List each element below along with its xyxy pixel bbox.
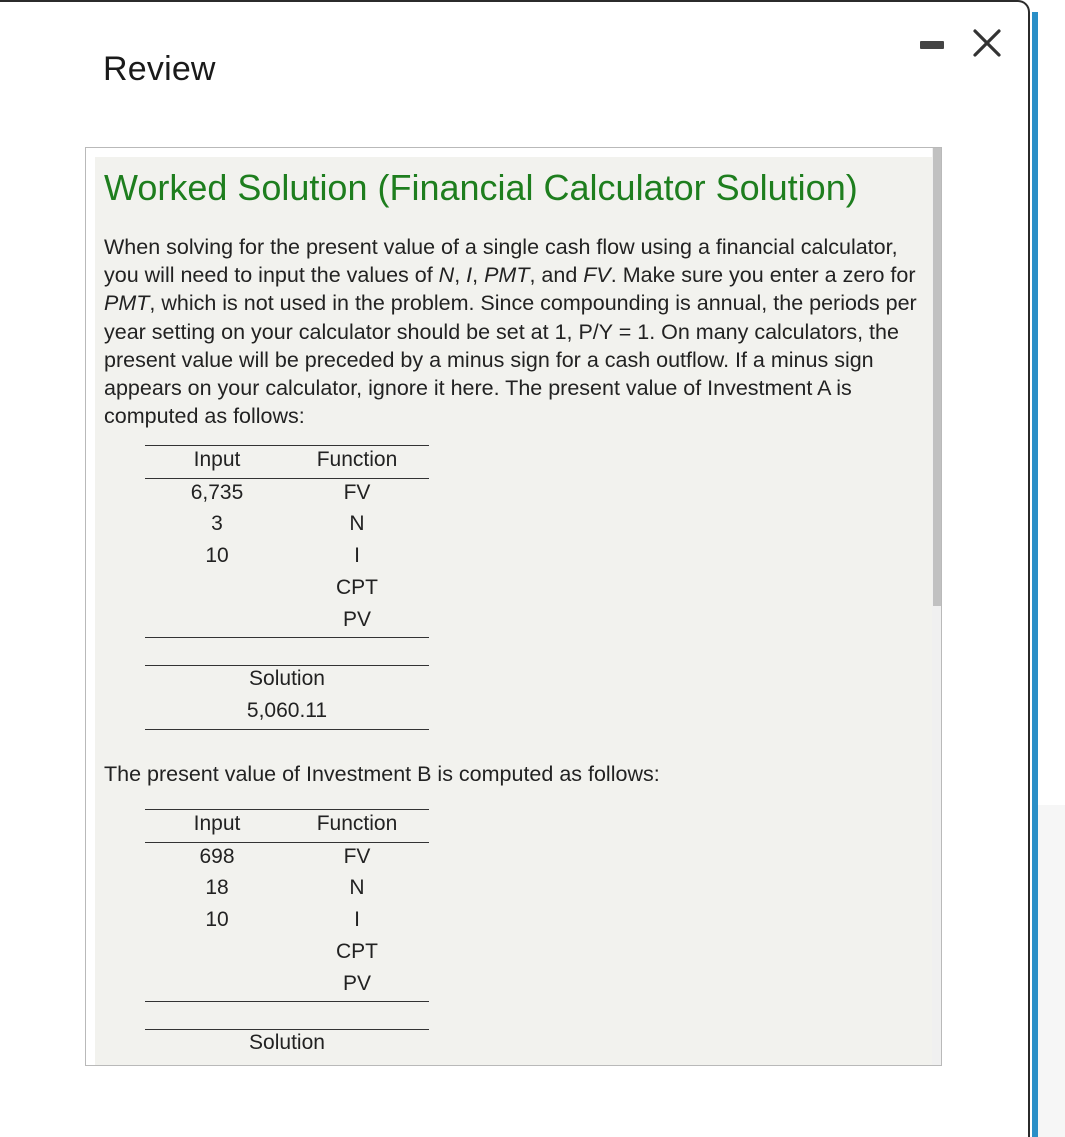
table-rule (145, 1029, 429, 1030)
minimize-icon[interactable] (920, 41, 944, 49)
investment-b-table (145, 809, 429, 1066)
function-cell: I (354, 544, 360, 567)
var-i: I (466, 263, 473, 288)
panel-scrollbar-thumb[interactable] (933, 148, 941, 606)
function-cell: CPT (336, 576, 378, 599)
header-function: Function (316, 448, 398, 471)
table-rule (145, 665, 429, 666)
table-rule (145, 842, 429, 843)
table-rule (145, 809, 429, 810)
dialog-title: Review (103, 50, 216, 88)
para-text: , which is not used in the problem. Since compounding is annual, the periods per year setting on your calculator should be set at 1, P/Y = 1. On many calculators, the present value will be preceded by a minus sign for a cash outflow. If a minus sign appears on your calculator, ignore it here. The present value of Investment A is computed as follows: (104, 291, 917, 429)
table-rule (145, 637, 429, 638)
close-icon[interactable] (970, 26, 1004, 60)
header-input: Input (193, 812, 241, 835)
table-rule (145, 478, 429, 479)
function-cell: FV (343, 481, 371, 504)
para-text: , and (529, 263, 584, 288)
investment-a-table (145, 445, 429, 745)
function-cell: N (349, 876, 365, 899)
investment-b-intro: The present value of Investment B is computed as follows: (104, 762, 660, 786)
worked-solution-heading: Worked Solution (Financial Calculator Solution) (104, 167, 858, 208)
explanation-paragraph (104, 233, 924, 430)
var-n: N (438, 263, 455, 288)
header-input: Input (193, 448, 241, 471)
var-pmt: PMT (104, 291, 150, 316)
solution-label: Solution (249, 1031, 325, 1054)
function-cell: N (349, 512, 365, 535)
right-gutter (1038, 0, 1065, 1137)
table-rule (145, 445, 429, 446)
input-cell: 10 (205, 908, 229, 931)
function-cell: CPT (336, 940, 378, 963)
input-cell: 6,735 (190, 481, 244, 504)
table-rule (145, 729, 429, 730)
table-rule (145, 1001, 429, 1002)
var-pmt: PMT (484, 263, 530, 288)
solution-value: 5,060.11 (246, 699, 328, 722)
solution-panel[interactable] (85, 147, 942, 1066)
solution-label: Solution (249, 667, 325, 690)
input-cell: 698 (199, 845, 235, 868)
input-cell: 3 (211, 512, 223, 535)
header-function: Function (316, 812, 398, 835)
function-cell: PV (342, 972, 371, 995)
para-text: When solving for the present value of a single cash flow using a financial calculator, you will need to input the values of (104, 235, 898, 288)
function-cell: I (354, 908, 360, 931)
var-fv: FV (583, 263, 611, 288)
para-text: , (454, 263, 467, 288)
para-text: . Make sure you enter a zero for (610, 263, 916, 288)
function-cell: FV (343, 845, 371, 868)
input-cell: 10 (205, 544, 229, 567)
para-text: , (472, 263, 485, 288)
gutter-shade (1038, 805, 1065, 1137)
solution-content (95, 157, 933, 1066)
input-cell: 18 (205, 876, 229, 899)
function-cell: PV (342, 608, 371, 631)
